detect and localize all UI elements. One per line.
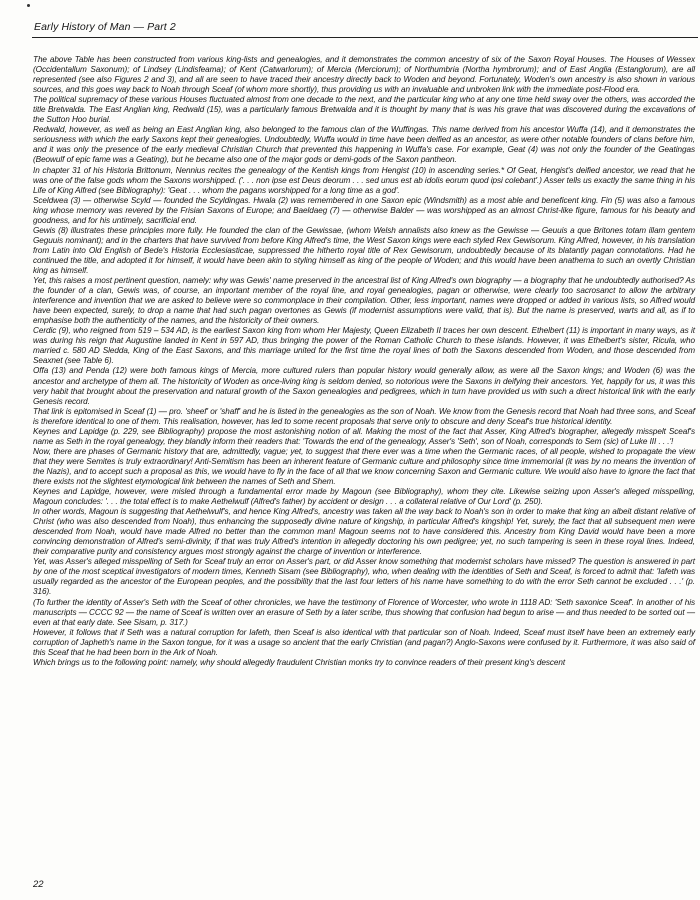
paragraph-sceaf: That link is epitomised in Sceaf (1) — pro. 'sheef' or 'shaff' and he is listed in the genealogies as the son of Noah. We know from the Genesis record that Noah had three sons, and Sceaf is therefore identical to one of them. This realisation, however, has led to some recent proposals that serve only to obscure and deny Sceaf's true historical identity. (33, 406, 695, 426)
paragraph-table-construction: The above Table has been constructed from various king-lists and genealogies, and it demonstrates the common ancestry of six of the Saxon Royal Houses. The Houses of Wessex (Occidentallum Saxonum); of Lindsey (Lindisfeama); of Kent (Catwarlorum); of Mercia (Merciorum); of Northumbria (Northa hymbrorum); and of East Anglia (Estanglorum), are all represented (see also Figures 2 and 3), and all are seen to have traced their ancestry directly back to Woden and beyond. Fortunately, Woden's own ancestry is also shown in various sources, and this goes way back to Noah through Sceaf (of whom more shortly), thus providing us with an invaluable and unbroken link with the immediate post-Flood era. (33, 55, 695, 95)
scan-speck (27, 4, 30, 7)
body-text (33, 55, 695, 668)
paragraph-sceaf-japheth: However, it follows that if Seth was a natural corruption for Iafeth, then Sceaf is also identical with that particular son of Noah. Indeed, Sceaf must itself have been an extremely early corruption of Japheth's name in the Saxon tongue, for it was a usage so ancient that the early Christian (and pagan?) Anglo-Saxons were confused by it. Furthermore, it was also said of this Sceaf that he had been born in the Ark of Noah. (33, 627, 695, 657)
paragraph-bretwalda: The political supremacy of these various Houses fluctuated almost from one decade to the next, and the particular king who at any one time held sway over the others, was accorded the title Bretwalda. The East Anglian king, Redwald (15), was a particularly famous Bretwalda and it is thought by many that is was his grave that was discovered during the excavations of the Sutton Hoo burial. (33, 95, 695, 125)
paragraph-offa-penda: Offa (13) and Penda (12) were both famous kings of Mercia, more cultured rulers than popular history would generally allow, as were all the Saxon kings; and Woden (6) was the ancestor and archetype of them all. The historicity of Woden as once-living king is seldom denied, so notorious were the Saxons in deifying their ancestors. Yet, happily for us, it was this very habit that brought about the preservation and natural growth of the Saxon genealogies and pedigrees, which in turn have provided us with such a direct historical link with the early Genesis record. (33, 366, 695, 406)
paragraph-gewis-question: Yet, this raises a most pertinent question, namely: why was Gewis' name preserved in the ancestral list of King Alfred's own biography — a biography that he undoubtedly authorised? As the founder of a clan, Gewis was, of course, an important member of the royal line, and royal genealogies, pagan or otherwise, were clearly too sacrosanct to allow the arbitrary interference and invention that we are asked to believe were so commonplace in their compilation. Other, less important, names were dropped or added in various lists, so Alfred would have been expected, surely, to drop a name that had such pagan overtones as Gewis (if modernist assumptions were valid, that is). But the name is preserved, warts and all, as if to emphasise both the authenticity of the names, and the historicity of their owners. (33, 276, 695, 326)
paragraph-nennius: In chapter 31 of his Historia Brittonum, Nennius recites the genealogy of the Kentish kings from Hengist (10) in ascending series.* Of Geat, Hengist's deified ancestor, we read that he was one of the false gods whom the Saxons worshipped. ('. . . non ipse est Deus deorum . . . sed unus est ab idolis eorum quod ipsi colebant'.) Asser tells us exactly the same thing in his Life of King Alfred (see Bibliography): 'Geat . . . whom the pagans worshipped for a long time as a god'. (33, 165, 695, 195)
page-number: 22 (33, 879, 44, 890)
paragraph-cerdic: Cerdic (9), who reigned from 519 – 534 AD, is the earliest Saxon king from whom Her Majesty, Queen Elizabeth II traces her own descent. Ethelbert (11) is important in many ways, as it was during his reign that Augustine landed in Kent in 597 AD, thus bringing the power of the Roman Catholic Church to these islands. However, it was Ethelbert's sister, Ricula, who married c. 580 AD Sledda, King of the East Saxons, and this marriage united for the first time the royal lines of both the Saxons descended from Woden, and those descended from Seaxnet (see Table 6). (33, 326, 695, 366)
paragraph-following-point: Which brings us to the following point: namely, why should allegedly fraudulent Christian monks try to convince readers of their present king's descent (33, 657, 566, 667)
paragraph-sceldwea: Sceldwea (3) — otherwise Scyld — founded the Scyldingas. Hwala (2) was remembered in one Saxon epic (Windsmith) as a most able and beneficent king. Fin (5) was also a famous king whose memory was revered by the Frisian Saxons of Europe; and Baeldaeg (7) — otherwise Balder — was worshipped as an almost Christ-like figure, famous for his beauty and goodness, and for his untimely, sacrificial end. (33, 195, 695, 225)
paragraph-wuffingas: Redwald, however, as well as being an East Anglian king, also belonged to the famous clan of the Wuffingas. This name derived from his ancestor Wuffa (14), and it demonstrates the seriousness with which the early Saxons kept their genealogies. Undoubtedly, Wuffa would in time have been deified as an ancestor, as were other notable founders of clans before him, and it was only the presence of the early medieval Christian Church that prevented this happening in Wuffa's case. For example, Geat (4) was not only the founder of the Geatingas (Beowulf of epic fame was a Geating), but he became also one of the major gods or demi-gods of the Saxon pantheon. (33, 125, 695, 165)
paragraph-gewis: Gewis (8) illustrates these principles more fully. He founded the clan of the Gewissae, (whom Welsh annalists also knew as the Gewisse — Geuuis a que Britones totam illam gentem Geguuis nominant); and in the charters that have survived from before King Alfred's time, the West Saxon kings were each styled Rex Gewisorum. King Alfred, however, in his translation from Latin into Old English of Bede's Historia Ecclesiasticae, suppressed the hitherto royal title of Rex Gewisorum, undoubtedly because of its blatantly pagan connotations. Had he continued the title, and adopted it for himself, it would have been akin to styling himself as king of the people of Woden; and this would have been anathema to such an overtly Christian king as himself. (33, 225, 695, 275)
paragraph-asser-misspelling: Yet, was Asser's alleged misspelling of Seth for Sceaf truly an error on Asser's part, or did Asser know something that modernist scholars have missed? The question is answered in part by one of the most sceptical investigators of modern times, Kenneth Sisam (see Bibliography), who, when dealing with the identities of Seth and Sceaf, is forced to admit that: 'Iafeth was usually regarded as the ancestor of the European peoples, and the possibility that the last four letters of his name have something to do with the error Seth cannot be excluded . . .' (p. 316). (33, 557, 695, 597)
paragraph-keynes-lapidge: Keynes and Lapidge (p. 229, see Bibliography) propose the most astonishing notion of all. Making the most of the fact that Asser, King Alfred's biographer, allegedly misspelt Sceaf's name as Seth in the royal genealogy, they blandly inform their readers that: 'Towards the end of the genealogy, Asser's 'Seth', son of Noah, corresponds to Sem (sic) of Luke III . . .'! (33, 426, 695, 446)
paragraph-germanic-history: Now, there are phases of Germanic history that are, admittedly, vague; yet, to suggest that there ever was a time when the Germanic races, of all people, wished to propagate the view that they were Semites is truly extraordinary! Anti-Semitism has been an inherent feature of Germanic culture and philosophy since time immemorial (it was by no means the invention of the Nazis), and to accept such a proposal as this, we would have to fly in the face of all that we know concerning Saxon and Germanic culture. We would also have to ignore the fact that there exists not the slightest etymological link between the names of Seth and Shem. (33, 446, 695, 486)
paragraph-magoun-suggestion: In other words, Magoun is suggesting that Aethelwulf's, and hence King Alfred's, ancestry was taken all the way back to Noah's son in order to make that king an albeit distant relative of Christ (who was also descended from Noah), thus enhancing the supposedly divine nature of kingship, in particular Alfred's kingship! Yet, surely, the fact that all subsequent men were descended from Noah, would have made Alfred no better than the common man! Magoun seems not to have considered this. Ancestry from King David would have been a more convincing demonstration of Alfred's semi-divinity, if that was truly Alfred's intention in allegedly doctoring his own pedigree; yet, no such tampering is seen in these royal lines. Indeed, their comparative purity and consistency argues most strongly against the charge of invention or interference. (33, 507, 695, 557)
paragraph-magoun: Keynes and Lapidge, however, were misled through a fundamental error made by Magoun (see Bibliography), whom they cite. Likewise seizing upon Asser's alleged misspelling, Magoun concludes: '. . . the total effect is to make Aethelwulf (Alfred's father) by accident or design . . . a collateral relative of Our Lord' (p. 250). (33, 487, 695, 507)
header-rule (32, 37, 698, 38)
paragraph-florence-worcester: (To further the identity of Asser's Seth with the Sceaf of other chronicles, we have the testimony of Florence of Worcester, who wrote in 1118 AD: 'Seth saxonice Sceaf'. In another of his manuscripts — CCCC 92 — the name of Sceaf is written over an erasure of Seth by a later scribe, thus showing that confusion had begun to arise — and thus needed to be sorted out — even at that early date. See Sisam, p. 317.) (33, 597, 695, 627)
running-title: Early History of Man — Part 2 (34, 21, 176, 33)
